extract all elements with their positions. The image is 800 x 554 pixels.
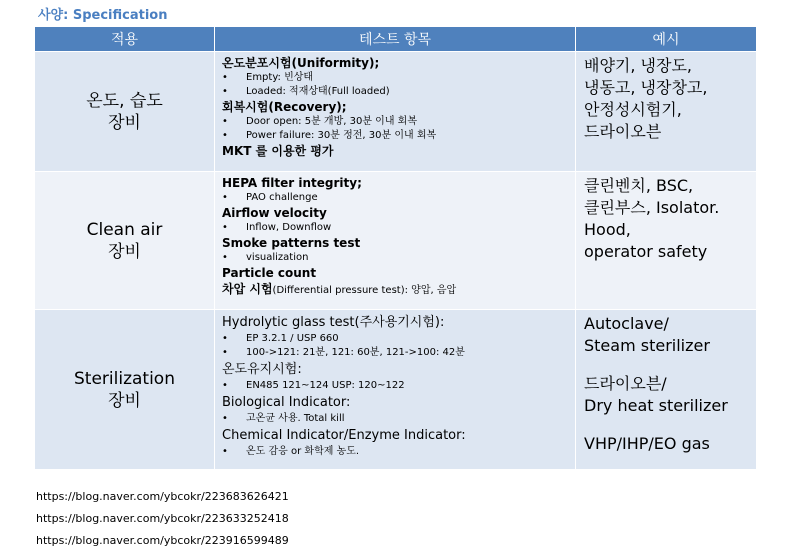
test-item-detail: • EP 3.2.1 / USP 660	[222, 332, 575, 346]
test-item-detail: • Inflow, Downflow	[222, 221, 575, 235]
test-items-cell	[215, 172, 576, 310]
category-line: 장비	[108, 112, 141, 133]
test-item-heading	[222, 281, 575, 299]
table-row	[35, 52, 757, 172]
test-item-detail: • 고온균 사용. Total kill	[222, 412, 575, 426]
table-row	[35, 172, 757, 310]
test-item-heading-text: 차압 시험	[222, 282, 273, 296]
category-line: Clean air	[86, 219, 163, 240]
example-spacer	[584, 417, 756, 433]
test-item-heading: Particle count	[222, 266, 317, 280]
example-line: 냉동고, 냉장창고,	[584, 78, 708, 97]
example-spacer	[584, 357, 756, 373]
page-title: 사양: Specification	[38, 8, 168, 23]
example-line: 드라이오븐/	[584, 374, 667, 393]
test-item-detail: • 100->121: 21분, 121: 60분, 121->100: 42분	[222, 346, 575, 360]
header-test-items: 테스트 항목	[215, 27, 576, 52]
test-item-heading: Chemical Indicator/Enzyme Indicator:	[222, 428, 466, 443]
category-line: 장비	[108, 241, 141, 262]
examples-cell	[576, 52, 757, 172]
example-line: operator safety	[584, 242, 708, 261]
category-cell	[35, 52, 215, 172]
example-line: 클린벤치, BSC,	[584, 176, 694, 195]
reference-link[interactable]: https://blog.naver.com/ybcokr/223916599489	[36, 534, 289, 547]
example-line: 배양기, 냉장도,	[584, 56, 692, 75]
example-line: 드라이오븐	[584, 122, 662, 141]
reference-links	[36, 486, 289, 552]
reference-link[interactable]: https://blog.naver.com/ybcokr/223683626421	[36, 490, 289, 503]
category-cell	[35, 172, 215, 310]
test-items-cell	[215, 52, 576, 172]
test-item-heading: 온도유지시험:	[222, 362, 302, 377]
test-item-heading: Hydrolytic glass test(주사용기시험):	[222, 315, 445, 330]
category-cell	[35, 310, 215, 470]
category-line: Sterilization	[74, 368, 175, 389]
test-item-heading: Airflow velocity	[222, 206, 327, 220]
test-item-detail: • visualization	[222, 251, 575, 265]
test-item-detail: • EN485 121~124 USP: 120~122	[222, 379, 575, 393]
header-examples: 예시	[576, 27, 757, 52]
test-items-cell	[215, 310, 576, 470]
header-application: 적용	[35, 27, 215, 52]
category-line: 온도, 습도	[86, 90, 163, 111]
examples-cell	[576, 172, 757, 310]
test-item-heading: Biological Indicator:	[222, 395, 351, 410]
example-line: VHP/IHP/EO gas	[584, 434, 710, 453]
example-line: Dry heat sterilizer	[584, 396, 728, 415]
test-item-detail: • PAO challenge	[222, 191, 575, 205]
specification-table	[34, 26, 757, 470]
test-item-detail: • Door open: 5분 개방, 30분 이내 회복	[222, 115, 575, 129]
example-line: Steam sterilizer	[584, 336, 710, 355]
reference-link[interactable]: https://blog.naver.com/ybcokr/223633252418	[36, 512, 289, 525]
test-item-detail: • Power failure: 30분 정전, 30분 이내 회복	[222, 129, 575, 143]
test-item-heading: MKT 를 이용한 평가	[222, 144, 334, 158]
test-item-detail: • Empty: 빈상태	[222, 71, 575, 85]
test-item-heading-note: (Differential pressure test): 양압, 음압	[272, 285, 457, 296]
table-row	[35, 310, 757, 470]
test-item-heading: Smoke patterns test	[222, 236, 361, 250]
category-line: 장비	[108, 390, 141, 411]
test-item-heading: HEPA filter integrity;	[222, 176, 362, 190]
example-line: 안정성시험기,	[584, 100, 682, 119]
example-line: Hood,	[584, 220, 631, 239]
table-header-row	[35, 27, 757, 52]
test-item-heading: 온도분포시험(Uniformity);	[222, 56, 380, 70]
examples-cell	[576, 310, 757, 470]
example-line: 클린부스, Isolator.	[584, 198, 720, 217]
test-item-detail: • 온도 감응 or 화학제 농도.	[222, 445, 575, 459]
test-item-heading: 회복시험(Recovery);	[222, 100, 347, 114]
example-line: Autoclave/	[584, 314, 669, 333]
test-item-detail: • Loaded: 적재상태(Full loaded)	[222, 85, 575, 99]
